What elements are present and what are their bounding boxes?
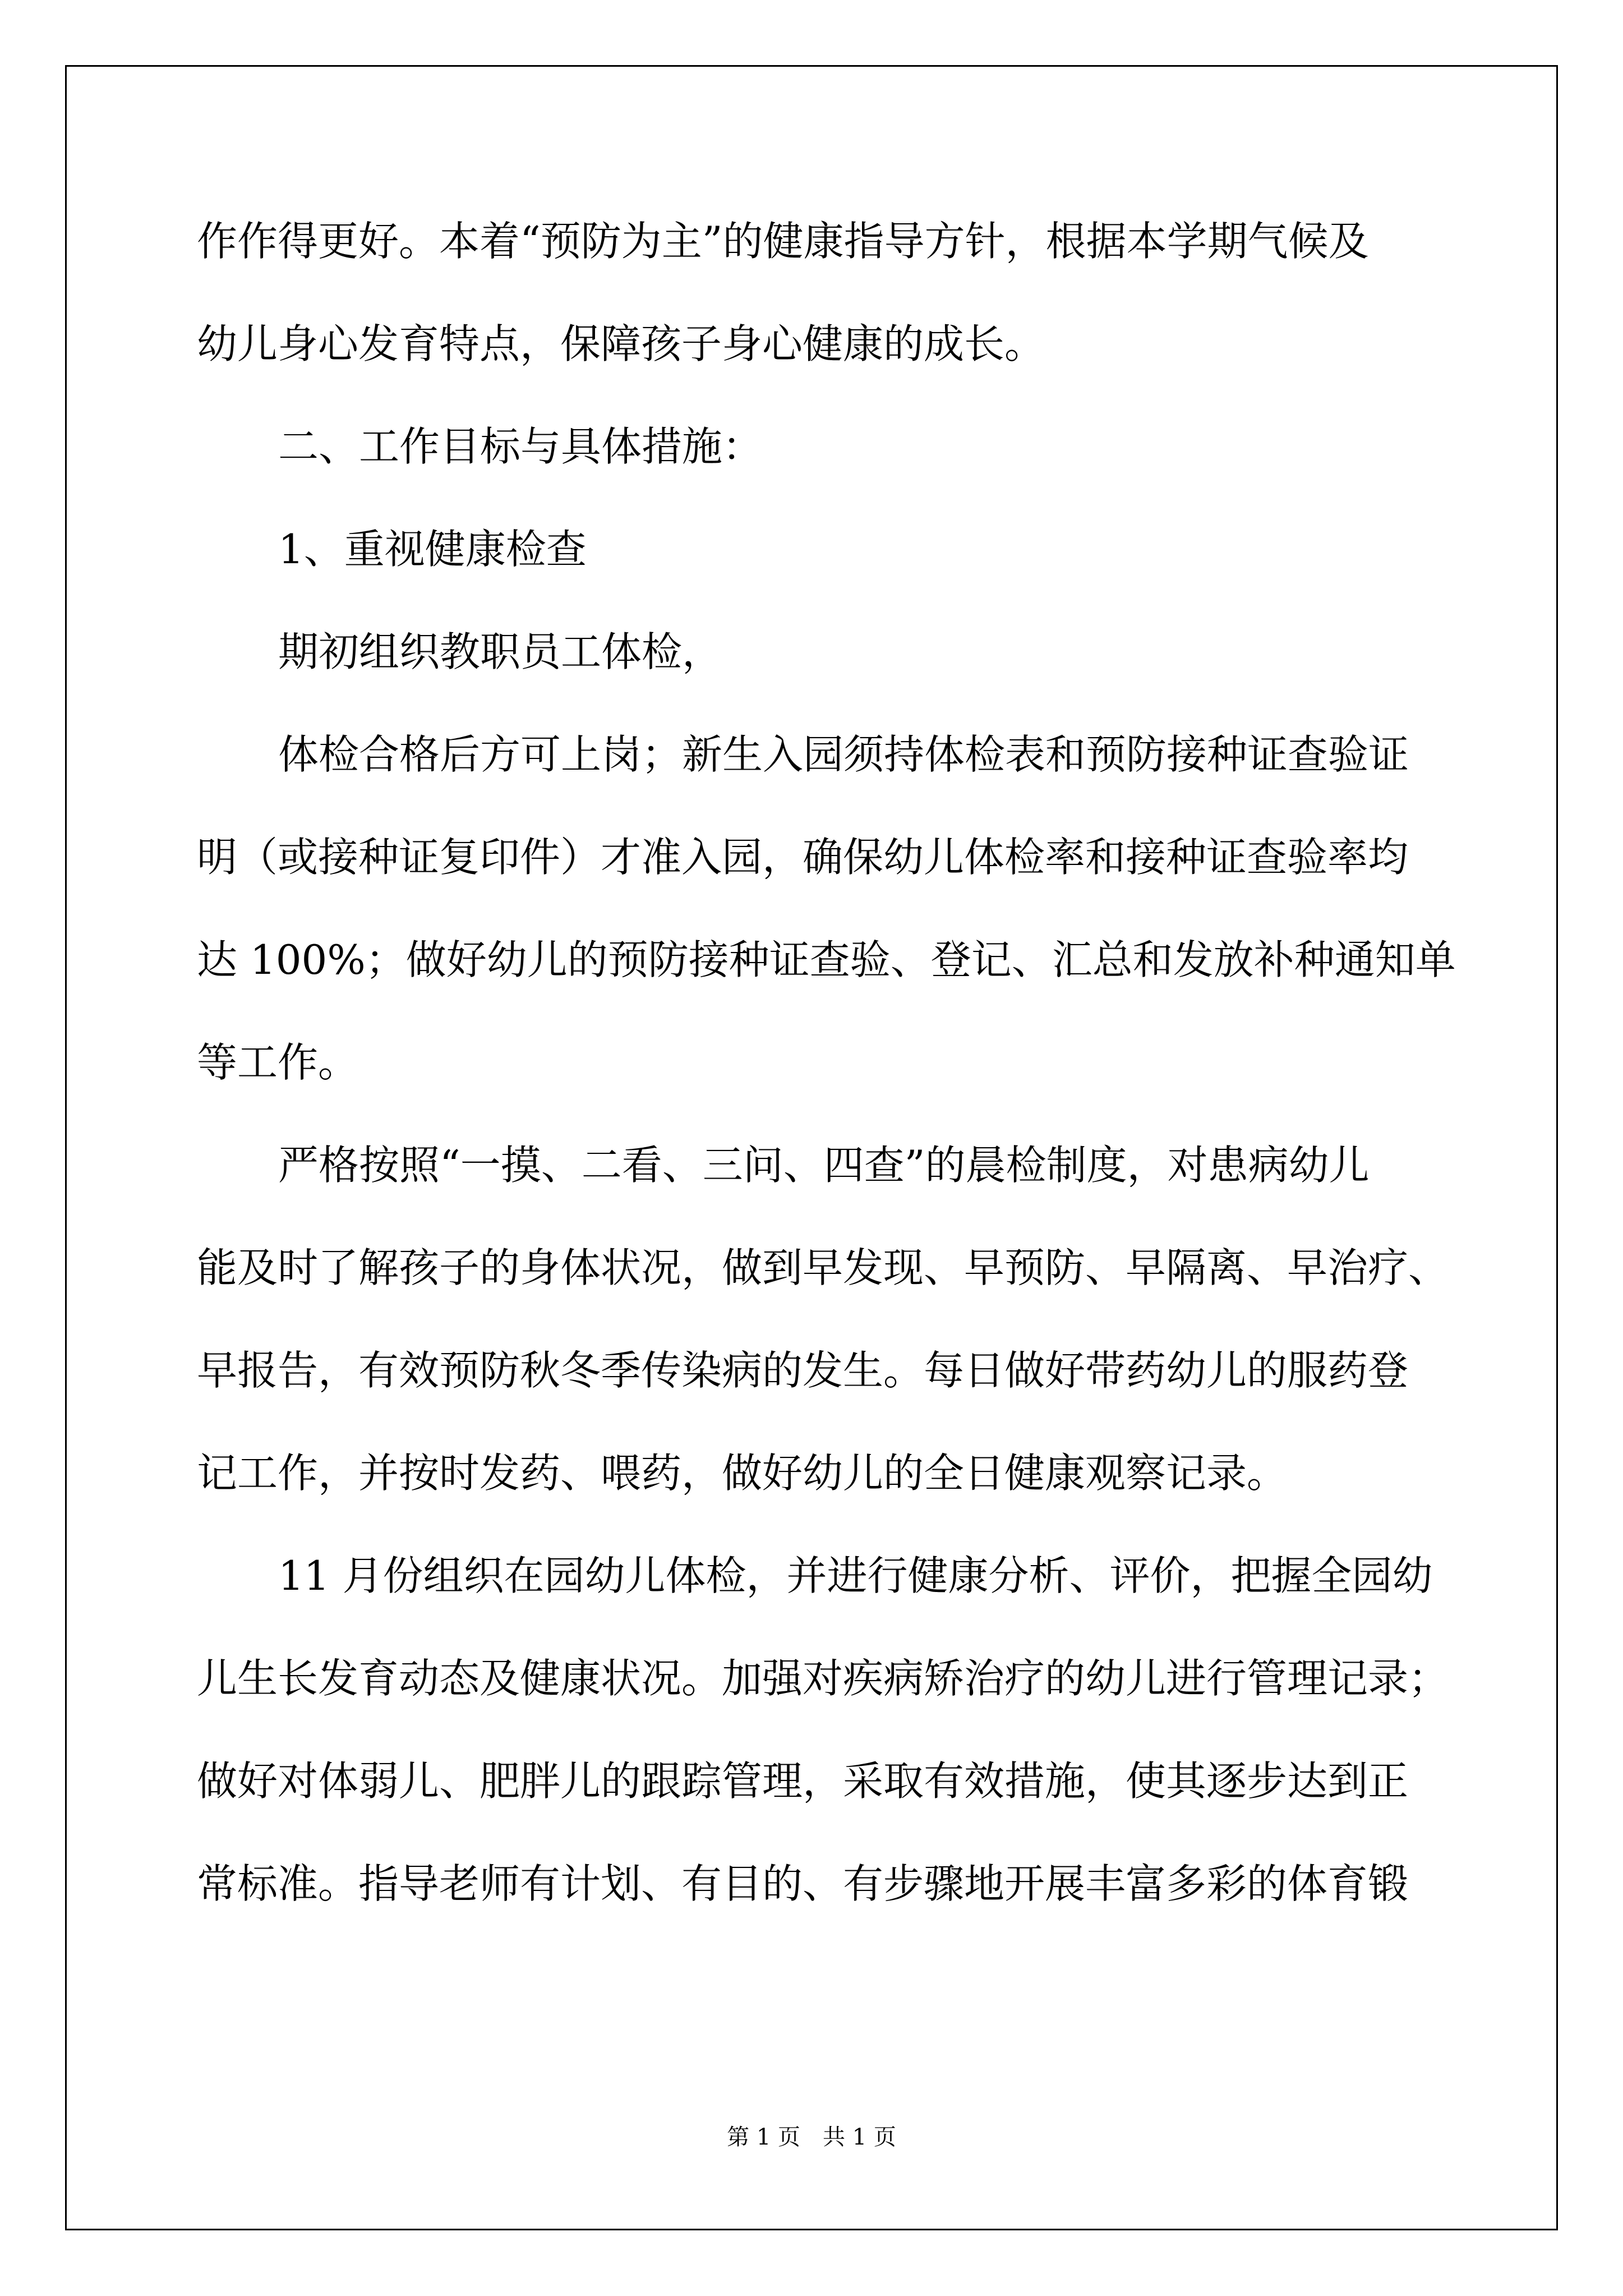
text-line: 达 100%；做好幼儿的预防接种证查验、登记、汇总和发放补种通知单 (197, 936, 1456, 983)
text-line: 明（或接种证复印件）才准入园，确保幼儿体检率和接种证查验率均 (197, 834, 1409, 881)
text-line: 记工作，并按时发药、喂药，做好幼儿的全日健康观察记录。 (197, 1450, 1288, 1497)
text-line: 期初组织教职员工体检， (278, 628, 723, 675)
section-heading: 二、工作目标与具体措施： (278, 423, 763, 470)
page-number: 第 1 页 共 1 页 (727, 2124, 896, 2150)
text-line: 做好对体弱儿、肥胖儿的跟踪管理，采取有效措施，使其逐步达到正 (197, 1757, 1409, 1805)
text-line: 常标准。指导老师有计划、有目的、有步骤地开展丰富多彩的体育锻 (197, 1860, 1409, 1907)
text-line: 能及时了解孩子的身体状况，做到早发现、早预防、早隔离、早治疗、 (197, 1244, 1449, 1291)
text-line: 11 月份组织在园幼儿体检，并进行健康分析、评价，把握全园幼 (278, 1552, 1433, 1599)
text-line: 幼儿身心发育特点，保障孩子身心健康的成长。 (197, 320, 1045, 367)
text-line: 作作得更好。本着“预防为主”的健康指导方针，根据本学期气候及 (197, 218, 1369, 265)
text-line: 早报告，有效预防秋冬季传染病的发生。每日做好带药幼儿的服药登 (197, 1347, 1409, 1394)
text-line: 等工作。 (197, 1039, 359, 1086)
text-line: 儿生长发育动态及健康状况。加强对疾病矫治疗的幼儿进行管理记录； (197, 1655, 1449, 1702)
text-line: 体检合格后方可上岗；新生入园须持体检表和预防接种证查验证 (278, 731, 1409, 778)
subsection-heading: 1、重视健康检查 (278, 526, 587, 573)
text-line: 严格按照“一摸、二看、三问、四查”的晨检制度，对患病幼儿 (278, 1142, 1370, 1189)
